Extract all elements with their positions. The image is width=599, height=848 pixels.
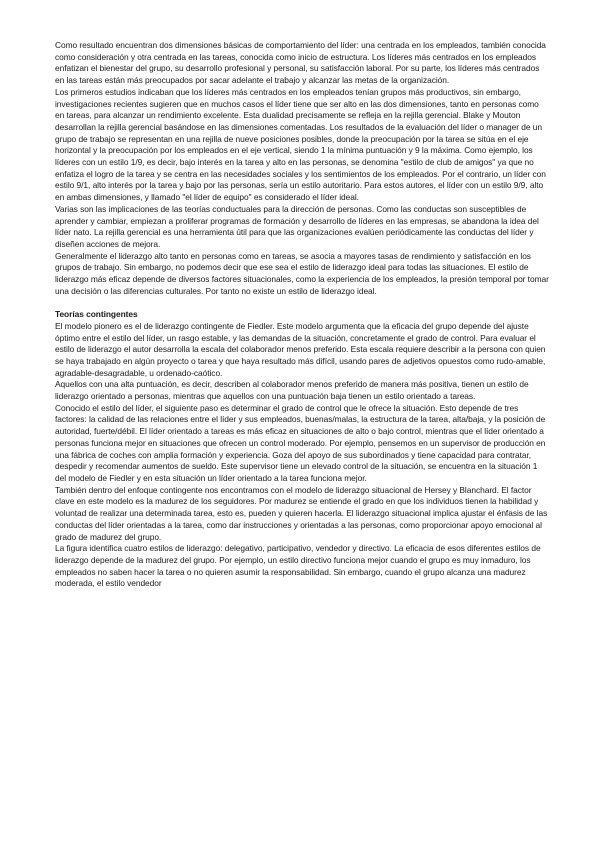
paragraph: Generalmente el liderazgo alto tanto en personas como en tareas, se asocia a mayores tasas de rendimiento y satisfacción en los grupos de trabajo. Sin embargo, no podemos decir que ese sea el estilo de liderazgo ideal para todas las situaciones. El estilo de liderazgo más eficaz depende de diversos factores situacionales, como la experiencia de los empleados, la presión temporal por tomar una decisión o las diferencias culturales. Por tanto no existe un estilo de liderazgo ideal. — [55, 250, 549, 296]
paragraph: Varias son las implicaciones de las teorías conductuales para la dirección de personas. Como las conductas son susceptibles de aprender y cambiar, empiezan a proliferar programas de formación y desarrollo de líderes en las empresas, se abandona la idea del líder nato. La rejilla gerencial es una herramienta útil para que las organizaciones evalúen periódicamente las conductas del líder y diseñen acciones de mejora. — [55, 203, 539, 249]
section-heading: Teorías contingentes — [55, 309, 138, 320]
paragraph: Los primeros estudios indicaban que los líderes más centrados en los empleados tenían grupos más productivos, sin embargo, investigaciones recientes sugieren que en muchos casos el líder tiene que ser alto en las dos dimensiones, tanto en personas como en tareas, para alcanzar un rendimiento excelente. Esta dualidad precisamente se refleja en la rejilla gerencial. Blake y Mouton desarrollan la rejilla gerencial basándose en las dimensiones comentadas. Los resultados de la evaluación del líder o manager de un grupo de trabajo se representan en una rejilla de nueve posiciones posibles, donde la preocupación por la tarea se sitúa en el eje horizontal y la preocupación por los empleados en el eje vertical, siendo 1 la mínima puntuación y 9 la máxima. Como ejemplo, los líderes con un estilo 1/9, es decir, bajo interés en la tarea y alto en las personas, se denomina "estilo de club de amigos" ya que no enfatiza el logro de la tarea y se centra en las necesidades sociales y los sentimientos de los empleados. Por el contrario, un líder con estilo 9/1, alto interés por la tarea y bajo por las personas, sería un estilo autoritario. Para estos autores, el líder con un estilo 9/9, alto en ambas dimensiones, y llamado "el líder de equipo" es considerado el líder ideal. — [55, 86, 546, 203]
document-page — [55, 40, 550, 590]
paragraph: También dentro del enfoque contingente nos encontramos con el modelo de liderazgo situacional de Hersey y Blanchard. El factor clave en este modelo es la madurez de los seguidores. Por madurez se entiende el grado en que los individuos tienen la habilidad y voluntad de realizar una determinada tarea, esto es, pueden y quieren hacerla. El liderazgo situacional implica ajustar el énfasis de las conductas del líder orientadas a la tarea, como dar instrucciones y orientadas a las personas, como proporcionar apoyo emocional al grado de madurez del grupo. — [55, 484, 548, 542]
paragraph: Aquellos con una alta puntuación, es decir, describen al colaborador menos preferido de manera más positiva, tienen un estilo de liderazgo orientado a personas, mientras que aquellos con una puntuación baja tienen un estilo orientado a tareas. — [55, 379, 529, 402]
paragraph: El modelo pionero es el de liderazgo contingente de Fiedler. Este modelo argumenta que la eficacia del grupo depende del ajuste óptimo entre el estilo del líder, un rasgo estable, y las demandas de la situación, concretamente el grado de control. Para evaluar el estilo de liderazgo el autor desarrolla la escala del colaborador menos preferido. Esta escala requiere describir a la persona con quien se haya trabajado en algún proyecto o tarea y que haya resultado más difícil, usando pares de adjetivos opuestos como rudo-amable, agradable-desagradable, u ordenado-caótico. — [55, 320, 546, 378]
paragraph: Conocido el estilo del líder, el siguiente paso es determinar el grado de control que le ofrece la situación. Esto depende de tres factores: la calidad de las relaciones entre el líder y sus empleados, buenas/malas, la estructura de la tarea, alta/baja, y la posición de autoridad, fuerte/débil. El líder orientado a tareas es más eficaz en situaciones de alto o bajo control, mientras que el líder orientado a personas funciona mejor en situaciones que ofrecen un control moderado. Por ejemplo, pensemos en un supervisor de producción en una fábrica de coches con amplia formación y experiencia. Goza del apoyo de sus subordinados y tiene capacidad para contratar, despedir y recomendar aumentos de sueldo. Este supervisor tiene un elevado control de la situación, se encuentra en la situación 1 del modelo de Fiedler y en esta situación un líder orientado a la tarea funciona mejor. — [55, 402, 546, 483]
paragraph: Como resultado encuentran dos dimensiones básicas de comportamiento del líder: una centrada en los empleados, también conocida como consideración y otra centrada en las tareas, conocida como inicio de estructura. Los líderes más centrados en los empleados enfatizan el bienestar del grupo, su desarrollo profesional y personal, su satisfacción laboral. Por su parte, los líderes más centrados en las tareas están más preocupados por sacar adelante el trabajo y alcanzar las metas de la organización. — [55, 40, 546, 86]
paragraph: La figura identifica cuatro estilos de liderazgo: delegativo, participativo, vendedor y directivo. La eficacia de esos diferentes estilos de liderazgo depende de la madurez del grupo. Por ejemplo, un estilo directivo funciona mejor cuando el grupo es muy inmaduro, los empleados no saben hacer la tarea o no quieren asumir la responsabilidad. Sin embargo, cuando el grupo alcanza una madurez moderada, el estilo vendedor — [55, 543, 541, 589]
